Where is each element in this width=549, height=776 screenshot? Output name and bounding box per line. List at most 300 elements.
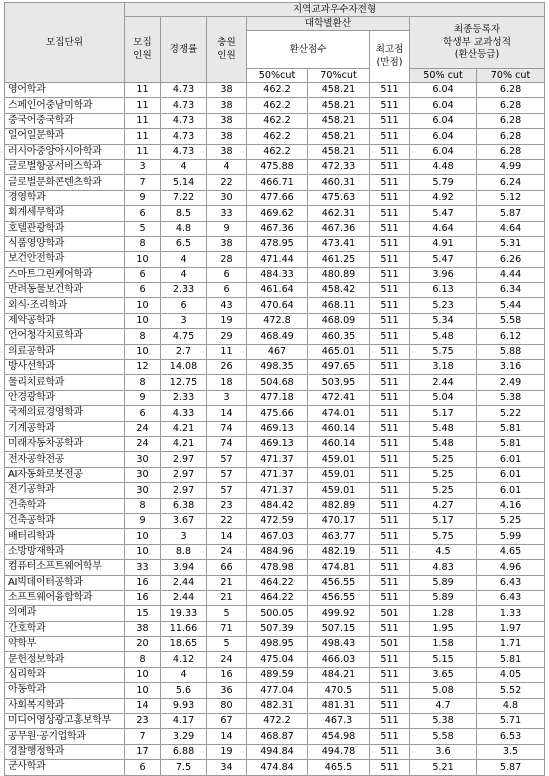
admission-results-table-container: [4, 2, 545, 776]
cell-additional-admits: 3: [207, 390, 247, 405]
cell-additional-admits: 28: [207, 252, 247, 267]
cell-competition-rate: 6.38: [161, 498, 207, 513]
cell-conv-score-cut70: 458.21: [308, 98, 370, 113]
cell-max-score: 511: [370, 283, 410, 298]
admission-results-table: [4, 2, 545, 776]
cell-competition-rate: 2.97: [161, 467, 207, 482]
cell-conv-score-cut50: 464.22: [247, 590, 308, 605]
cell-unit-name: 호텔관광학과: [5, 221, 125, 236]
cell-grade-cut70: 6.43: [477, 575, 545, 590]
cell-grade-cut70: 1.97: [477, 621, 545, 636]
cell-conv-score-cut50: 462.2: [247, 129, 308, 144]
cell-conv-score-cut70: 456.55: [308, 575, 370, 590]
cell-conv-score-cut50: 494.84: [247, 744, 308, 759]
cell-max-score: 511: [370, 590, 410, 605]
cell-grade-cut50: 5.58: [410, 729, 477, 744]
cell-conv-score-cut50: 468.87: [247, 729, 308, 744]
cell-grade-cut70: 6.28: [477, 113, 545, 128]
cell-max-score: 511: [370, 206, 410, 221]
cell-grade-cut50: 4.83: [410, 560, 477, 575]
cell-unit-name: 스마트그린케어학과: [5, 267, 125, 282]
cell-grade-cut50: 2.44: [410, 375, 477, 390]
cell-unit-name: 일어일문학과: [5, 129, 125, 144]
cell-max-score: 511: [370, 375, 410, 390]
table-row: [5, 621, 545, 636]
cell-conv-score-cut70: 481.31: [308, 698, 370, 713]
cell-conv-score-cut50: 467.36: [247, 221, 308, 236]
cell-additional-admits: 11: [207, 344, 247, 359]
cell-quota: 16: [125, 575, 161, 590]
table-row: [5, 83, 545, 98]
table-row: [5, 129, 545, 144]
cell-conv-score-cut50: 470.64: [247, 298, 308, 313]
cell-additional-admits: 21: [207, 575, 247, 590]
cell-grade-cut50: 4.92: [410, 190, 477, 205]
table-row: [5, 729, 545, 744]
cell-additional-admits: 14: [207, 729, 247, 744]
cell-competition-rate: 3.67: [161, 513, 207, 528]
cell-additional-admits: 38: [207, 98, 247, 113]
cell-unit-name: 제약공학과: [5, 313, 125, 328]
cell-conv-score-cut70: 470.17: [308, 513, 370, 528]
cell-competition-rate: 4.73: [161, 83, 207, 98]
cell-grade-cut50: 6.04: [410, 144, 477, 159]
cell-conv-score-cut50: 478.98: [247, 560, 308, 575]
table-header: [5, 3, 545, 83]
cell-conv-score-cut50: 462.2: [247, 83, 308, 98]
cell-quota: 30: [125, 483, 161, 498]
cell-grade-cut50: 6.04: [410, 129, 477, 144]
cell-grade-cut70: 5.71: [477, 714, 545, 729]
cell-unit-name: 미래자동차공학과: [5, 436, 125, 451]
cell-grade-cut50: 4.64: [410, 221, 477, 236]
cell-quota: 24: [125, 436, 161, 451]
cell-unit-name: 언어청각치료학과: [5, 329, 125, 344]
cell-conv-score-cut50: 471.37: [247, 467, 308, 482]
header-conv-cut50: 50%cut: [247, 69, 308, 83]
cell-conv-score-cut50: 484.96: [247, 544, 308, 559]
cell-unit-name: 방사선학과: [5, 360, 125, 375]
table-row: [5, 714, 545, 729]
cell-unit-name: AI자동화로봇전공: [5, 467, 125, 482]
cell-conv-score-cut70: 460.31: [308, 175, 370, 190]
cell-grade-cut70: 5.81: [477, 652, 545, 667]
cell-grade-cut70: 5.88: [477, 344, 545, 359]
cell-grade-cut50: 3.6: [410, 744, 477, 759]
cell-quota: 30: [125, 452, 161, 467]
cell-competition-rate: 2.97: [161, 452, 207, 467]
cell-conv-score-cut50: 464.22: [247, 575, 308, 590]
cell-grade-cut50: 5.25: [410, 483, 477, 498]
cell-conv-score-cut50: 467: [247, 344, 308, 359]
table-row: [5, 667, 545, 682]
cell-grade-cut70: 5.22: [477, 406, 545, 421]
cell-additional-admits: 34: [207, 760, 247, 775]
table-row: [5, 436, 545, 451]
table-row: [5, 467, 545, 482]
header-final-registrant: [410, 17, 545, 69]
cell-grade-cut70: 6.28: [477, 83, 545, 98]
cell-max-score: 511: [370, 329, 410, 344]
cell-grade-cut70: 5.87: [477, 206, 545, 221]
header-additional: [207, 17, 247, 83]
table-row: [5, 760, 545, 775]
cell-unit-name: 기계공학과: [5, 421, 125, 436]
cell-quota: 7: [125, 729, 161, 744]
cell-max-score: 511: [370, 560, 410, 575]
cell-conv-score-cut70: 460.14: [308, 421, 370, 436]
cell-max-score: 511: [370, 406, 410, 421]
cell-conv-score-cut50: 498.35: [247, 360, 308, 375]
cell-max-score: 511: [370, 144, 410, 159]
cell-grade-cut70: 6.01: [477, 452, 545, 467]
cell-max-score: 511: [370, 683, 410, 698]
cell-unit-name: 식품영양학과: [5, 236, 125, 251]
cell-quota: 9: [125, 190, 161, 205]
cell-unit-name: 컴퓨터소프트웨어학부: [5, 560, 125, 575]
table-row: [5, 252, 545, 267]
header-max-line1: 최고점: [375, 44, 404, 56]
cell-grade-cut70: 6.43: [477, 590, 545, 605]
table-row: [5, 513, 545, 528]
cell-quota: 11: [125, 129, 161, 144]
cell-competition-rate: 14.08: [161, 360, 207, 375]
cell-additional-admits: 57: [207, 452, 247, 467]
cell-additional-admits: 16: [207, 667, 247, 682]
cell-unit-name: 건축학과: [5, 498, 125, 513]
table-row: [5, 190, 545, 205]
header-quota: [125, 17, 161, 83]
cell-grade-cut70: 6.28: [477, 144, 545, 159]
header-grade-cut70: 70% cut: [477, 69, 545, 83]
cell-max-score: 501: [370, 637, 410, 652]
cell-unit-name: 건축공학과: [5, 513, 125, 528]
cell-additional-admits: 38: [207, 236, 247, 251]
cell-conv-score-cut50: 462.2: [247, 144, 308, 159]
cell-quota: 10: [125, 529, 161, 544]
cell-quota: 6: [125, 406, 161, 421]
cell-competition-rate: 12.75: [161, 375, 207, 390]
cell-grade-cut70: 3.5: [477, 744, 545, 759]
cell-conv-score-cut70: 458.21: [308, 144, 370, 159]
cell-grade-cut70: 5.52: [477, 683, 545, 698]
cell-competition-rate: 2.33: [161, 390, 207, 405]
cell-quota: 10: [125, 667, 161, 682]
cell-conv-score-cut70: 458.42: [308, 283, 370, 298]
cell-unit-name: 영어학과: [5, 83, 125, 98]
table-row: [5, 406, 545, 421]
cell-competition-rate: 5.14: [161, 175, 207, 190]
cell-competition-rate: 18.65: [161, 637, 207, 652]
cell-max-score: 511: [370, 498, 410, 513]
table-row: [5, 698, 545, 713]
cell-additional-admits: 9: [207, 221, 247, 236]
cell-grade-cut70: 4.05: [477, 667, 545, 682]
cell-unit-name: 보건안전학과: [5, 252, 125, 267]
cell-unit-name: 배터리학과: [5, 529, 125, 544]
cell-grade-cut70: 4.65: [477, 544, 545, 559]
cell-grade-cut70: 5.12: [477, 190, 545, 205]
cell-grade-cut70: 5.58: [477, 313, 545, 328]
cell-unit-name: AI빅데이터공학과: [5, 575, 125, 590]
cell-competition-rate: 4.73: [161, 129, 207, 144]
cell-grade-cut70: 6.01: [477, 467, 545, 482]
cell-competition-rate: 4.12: [161, 652, 207, 667]
cell-competition-rate: 4: [161, 267, 207, 282]
cell-competition-rate: 8.5: [161, 206, 207, 221]
table-row: [5, 221, 545, 236]
cell-quota: 10: [125, 313, 161, 328]
header-grade-line1: 학생부 교과성적: [443, 36, 511, 48]
cell-competition-rate: 2.7: [161, 344, 207, 359]
cell-quota: 11: [125, 144, 161, 159]
cell-competition-rate: 4.21: [161, 436, 207, 451]
cell-conv-score-cut50: 471.37: [247, 452, 308, 467]
cell-additional-admits: 30: [207, 190, 247, 205]
cell-max-score: 511: [370, 236, 410, 251]
header-additional-line1: 충원: [217, 37, 236, 49]
cell-quota: 17: [125, 744, 161, 759]
cell-additional-admits: 24: [207, 652, 247, 667]
cell-conv-score-cut50: 466.71: [247, 175, 308, 190]
cell-conv-score-cut70: 473.41: [308, 236, 370, 251]
cell-additional-admits: 33: [207, 206, 247, 221]
cell-grade-cut50: 5.48: [410, 329, 477, 344]
cell-quota: 9: [125, 513, 161, 528]
cell-competition-rate: 4: [161, 252, 207, 267]
cell-grade-cut70: 6.12: [477, 329, 545, 344]
cell-additional-admits: 38: [207, 129, 247, 144]
cell-conv-score-cut70: 458.21: [308, 113, 370, 128]
cell-conv-score-cut50: 469.62: [247, 206, 308, 221]
cell-conv-score-cut50: 500.05: [247, 606, 308, 621]
cell-conv-score-cut70: 475.63: [308, 190, 370, 205]
cell-quota: 12: [125, 360, 161, 375]
cell-conv-score-cut50: 472.2: [247, 714, 308, 729]
cell-conv-score-cut50: 507.39: [247, 621, 308, 636]
cell-max-score: 511: [370, 483, 410, 498]
cell-max-score: 511: [370, 575, 410, 590]
cell-grade-cut50: 5.47: [410, 206, 477, 221]
cell-conv-score-cut70: 465.5: [308, 760, 370, 775]
cell-conv-score-cut70: 459.01: [308, 483, 370, 498]
cell-additional-admits: 6: [207, 267, 247, 282]
cell-additional-admits: 57: [207, 483, 247, 498]
cell-quota: 20: [125, 637, 161, 652]
cell-grade-cut70: 6.01: [477, 483, 545, 498]
cell-unit-name: 심리학과: [5, 667, 125, 682]
cell-grade-cut50: 5.08: [410, 683, 477, 698]
cell-grade-cut50: 5.15: [410, 652, 477, 667]
cell-quota: 8: [125, 329, 161, 344]
cell-grade-cut50: 3.65: [410, 667, 477, 682]
header-quota-line2: 인원: [133, 50, 152, 61]
header-conv-cut70: 70%cut: [308, 69, 370, 83]
table-body: [5, 83, 545, 776]
cell-unit-name: 물리치료학과: [5, 375, 125, 390]
cell-max-score: 511: [370, 267, 410, 282]
cell-max-score: 511: [370, 298, 410, 313]
cell-unit-name: 사회복지학과: [5, 698, 125, 713]
cell-competition-rate: 6: [161, 298, 207, 313]
cell-max-score: 511: [370, 621, 410, 636]
cell-quota: 10: [125, 298, 161, 313]
cell-quota: 6: [125, 267, 161, 282]
cell-unit-name: 공무원·공기업학과: [5, 729, 125, 744]
cell-max-score: 511: [370, 221, 410, 236]
cell-conv-score-cut70: 463.77: [308, 529, 370, 544]
cell-additional-admits: 38: [207, 144, 247, 159]
cell-competition-rate: 7.5: [161, 760, 207, 775]
cell-unit-name: 전자공학전공: [5, 452, 125, 467]
header-univ-conv: 대학별환산: [247, 17, 410, 31]
cell-quota: 14: [125, 698, 161, 713]
cell-conv-score-cut70: 470.5: [308, 683, 370, 698]
cell-conv-score-cut70: 503.95: [308, 375, 370, 390]
cell-quota: 6: [125, 206, 161, 221]
cell-unit-name: 전기공학과: [5, 483, 125, 498]
cell-max-score: 511: [370, 652, 410, 667]
cell-conv-score-cut70: 454.98: [308, 729, 370, 744]
cell-grade-cut50: 5.23: [410, 298, 477, 313]
header-group-title: 지역교과우수자전형: [125, 3, 545, 17]
table-row: [5, 206, 545, 221]
cell-conv-score-cut70: 460.14: [308, 436, 370, 451]
cell-competition-rate: 6.88: [161, 744, 207, 759]
cell-grade-cut70: 6.53: [477, 729, 545, 744]
cell-competition-rate: 19.33: [161, 606, 207, 621]
cell-conv-score-cut70: 459.01: [308, 452, 370, 467]
header-final-title: 최종등록자: [453, 24, 501, 36]
cell-conv-score-cut50: 462.2: [247, 113, 308, 128]
cell-competition-rate: 5.6: [161, 683, 207, 698]
cell-additional-admits: 14: [207, 529, 247, 544]
cell-conv-score-cut70: 494.78: [308, 744, 370, 759]
header-quota-line1: 모집: [133, 37, 152, 49]
cell-unit-name: 소방방재학과: [5, 544, 125, 559]
cell-competition-rate: 4.73: [161, 144, 207, 159]
cell-conv-score-cut50: 471.37: [247, 483, 308, 498]
cell-grade-cut50: 4.27: [410, 498, 477, 513]
cell-max-score: 511: [370, 698, 410, 713]
cell-quota: 8: [125, 375, 161, 390]
table-row: [5, 683, 545, 698]
cell-conv-score-cut70: 459.01: [308, 467, 370, 482]
cell-conv-score-cut70: 474.81: [308, 560, 370, 575]
cell-additional-admits: 19: [207, 313, 247, 328]
cell-quota: 10: [125, 252, 161, 267]
table-row: [5, 606, 545, 621]
cell-grade-cut50: 4.7: [410, 698, 477, 713]
cell-quota: 23: [125, 714, 161, 729]
table-row: [5, 159, 545, 174]
cell-additional-admits: 26: [207, 360, 247, 375]
cell-unit-name: 경찰행정학과: [5, 744, 125, 759]
cell-quota: 10: [125, 683, 161, 698]
cell-grade-cut50: 3.18: [410, 360, 477, 375]
table-row: [5, 498, 545, 513]
cell-quota: 38: [125, 621, 161, 636]
cell-grade-cut70: 5.81: [477, 421, 545, 436]
cell-max-score: 511: [370, 344, 410, 359]
cell-max-score: 511: [370, 390, 410, 405]
cell-max-score: 511: [370, 760, 410, 775]
table-row: [5, 590, 545, 605]
table-row: [5, 144, 545, 159]
cell-max-score: 511: [370, 714, 410, 729]
cell-grade-cut70: 2.49: [477, 375, 545, 390]
cell-additional-admits: 71: [207, 621, 247, 636]
cell-quota: 30: [125, 467, 161, 482]
cell-grade-cut70: 1.33: [477, 606, 545, 621]
table-row: [5, 360, 545, 375]
cell-max-score: 511: [370, 252, 410, 267]
cell-grade-cut70: 6.28: [477, 129, 545, 144]
cell-quota: 11: [125, 83, 161, 98]
cell-conv-score-cut50: 484.33: [247, 267, 308, 282]
cell-grade-cut50: 6.04: [410, 98, 477, 113]
cell-grade-cut50: 5.48: [410, 421, 477, 436]
cell-unit-name: 경영학과: [5, 190, 125, 205]
table-row: [5, 652, 545, 667]
header-additional-line2: 인원: [217, 50, 236, 61]
cell-competition-rate: 2.97: [161, 483, 207, 498]
cell-conv-score-cut50: 477.18: [247, 390, 308, 405]
cell-max-score: 511: [370, 360, 410, 375]
cell-conv-score-cut50: 462.2: [247, 98, 308, 113]
cell-competition-rate: 4.17: [161, 714, 207, 729]
cell-grade-cut50: 5.48: [410, 436, 477, 451]
table-row: [5, 637, 545, 652]
cell-grade-cut70: 5.81: [477, 436, 545, 451]
table-row: [5, 375, 545, 390]
cell-unit-name: 안경광학과: [5, 390, 125, 405]
cell-grade-cut70: 4.8: [477, 698, 545, 713]
cell-additional-admits: 6: [207, 283, 247, 298]
cell-quota: 3: [125, 159, 161, 174]
cell-additional-admits: 5: [207, 606, 247, 621]
table-row: [5, 452, 545, 467]
cell-additional-admits: 14: [207, 406, 247, 421]
cell-competition-rate: 2.33: [161, 283, 207, 298]
cell-grade-cut70: 6.28: [477, 98, 545, 113]
cell-quota: 6: [125, 760, 161, 775]
cell-additional-admits: 43: [207, 298, 247, 313]
table-row: [5, 390, 545, 405]
cell-unit-name: 의료공학과: [5, 344, 125, 359]
cell-additional-admits: 22: [207, 175, 247, 190]
cell-grade-cut70: 3.16: [477, 360, 545, 375]
cell-additional-admits: 23: [207, 498, 247, 513]
cell-grade-cut50: 5.47: [410, 252, 477, 267]
cell-additional-admits: 36: [207, 683, 247, 698]
cell-grade-cut70: 4.99: [477, 159, 545, 174]
cell-unit-name: 러시아중앙아시아학과: [5, 144, 125, 159]
cell-grade-cut50: 5.34: [410, 313, 477, 328]
cell-additional-admits: 67: [207, 714, 247, 729]
cell-quota: 24: [125, 421, 161, 436]
cell-grade-cut70: 6.34: [477, 283, 545, 298]
cell-quota: 15: [125, 606, 161, 621]
cell-grade-cut70: 4.16: [477, 498, 545, 513]
cell-max-score: 511: [370, 436, 410, 451]
table-row: [5, 283, 545, 298]
cell-quota: 11: [125, 98, 161, 113]
cell-grade-cut50: 6.04: [410, 113, 477, 128]
cell-quota: 10: [125, 544, 161, 559]
cell-grade-cut50: 5.17: [410, 406, 477, 421]
cell-max-score: 511: [370, 667, 410, 682]
